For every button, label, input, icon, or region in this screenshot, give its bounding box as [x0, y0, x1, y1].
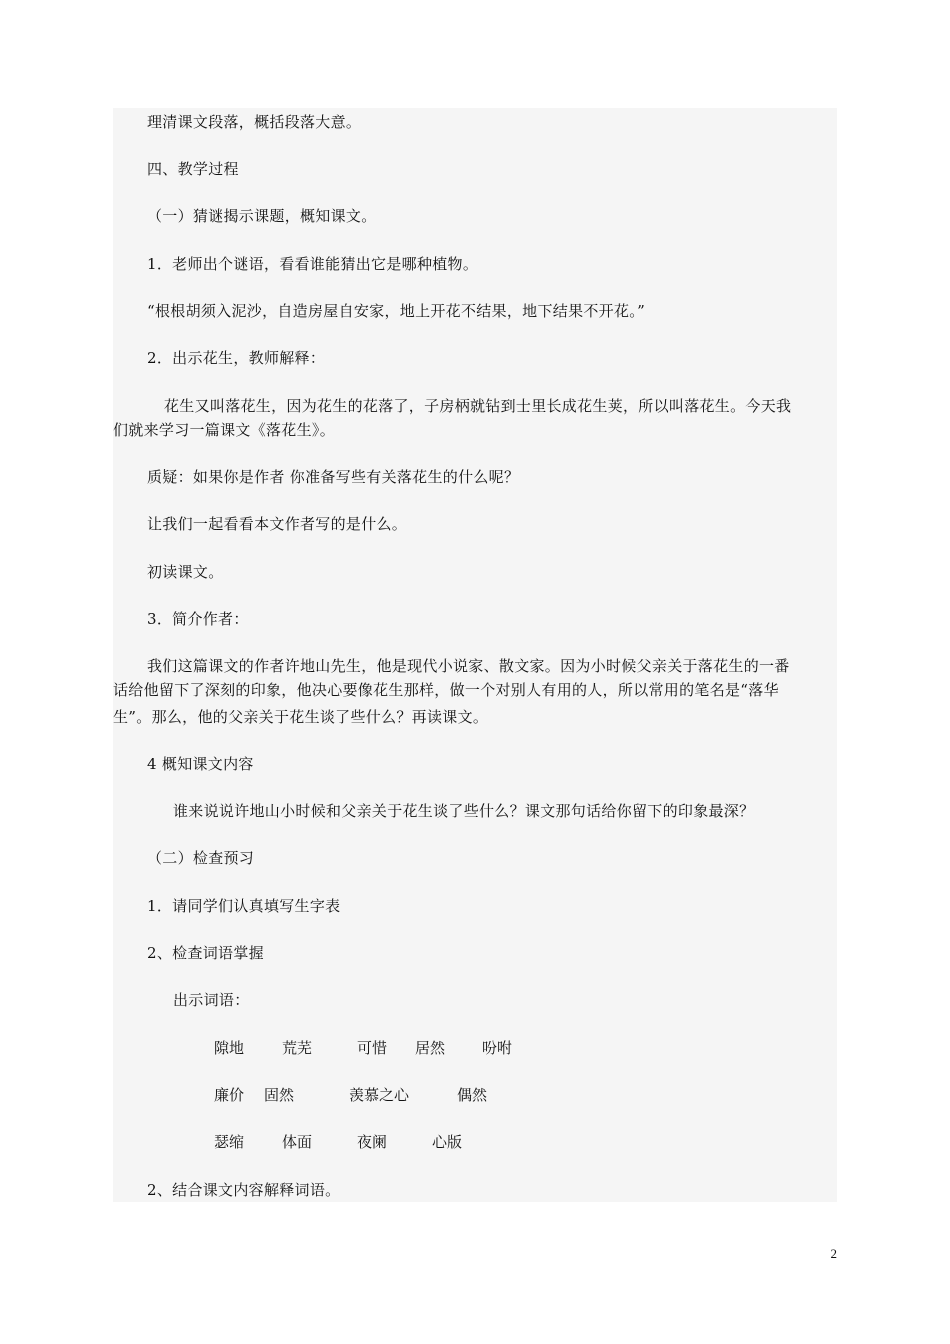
show-words-label: 出示词语： [173, 991, 250, 1009]
vocab-word: 瑟缩 [214, 1133, 245, 1151]
vocab-word: 隙地 [214, 1039, 245, 1057]
vocab-word: 可惜 [357, 1039, 388, 1057]
step-1-riddle: 1．老师出个谜语，看看谁能猜出它是哪种植物。 [147, 255, 479, 273]
author-paragraph-line3: 生”。那么，他的父亲关于花生谈了些什么？再读课文。 [113, 708, 489, 726]
section-heading-teaching-process: 四、教学过程 [147, 160, 239, 178]
step-2-show-peanut: 2．出示花生，教师解释： [147, 349, 326, 367]
riddle-quote: “根根胡须入泥沙，自造房屋自安家，地上开花不结果，地下结果不开花。” [147, 302, 646, 320]
vocab-word: 固然 [264, 1086, 295, 1104]
vocab-word: 体面 [282, 1133, 313, 1151]
vocab-word: 吩咐 [482, 1039, 513, 1057]
step-2-explain-words: 2、结合课文内容解释词语。 [147, 1181, 341, 1199]
step-4-overview: 4 概知课文内容 [147, 755, 254, 773]
vocab-word: 廉价 [214, 1086, 245, 1104]
subsection-heading-preview-check: （二）检查预习 [147, 849, 255, 867]
step-2-vocab-check: 2、检查词语掌握 [147, 944, 264, 962]
step-1-vocab-table: 1．请同学们认真填写生字表 [147, 897, 341, 915]
vocab-word: 偶然 [457, 1086, 488, 1104]
author-paragraph-line2: 话给他留下了深刻的印象，他决心要像花生那样，做一个对别人有用的人，所以常用的笔名是“落华 [113, 681, 779, 699]
subsection-heading-riddle: （一）猜谜揭示课题，概知课文。 [147, 207, 377, 225]
question-paragraph: 质疑：如果你是作者 你准备写些有关落花生的什么呢？ [147, 468, 520, 486]
step-3-author-intro: 3．简介作者： [147, 610, 249, 628]
first-reading-paragraph: 初读课文。 [147, 563, 224, 581]
peanut-explanation-line2: 们就来学习一篇课文《落花生》。 [113, 421, 336, 439]
author-paragraph-line1: 我们这篇课文的作者许地山先生，他是现代小说家、散文家。因为小时候父亲关于落花生的一番 [147, 657, 790, 675]
page-number: 2 [830, 1246, 837, 1261]
vocab-word: 荒芜 [282, 1039, 313, 1057]
overview-question: 谁来说说许地山小时候和父亲关于花生谈了些什么？课文那句话给你留下的印象最深？ [173, 802, 755, 820]
paragraph-goal: 理清课文段落，概括段落大意。 [147, 113, 362, 131]
vocab-word: 夜阑 [357, 1133, 388, 1151]
vocab-word: 心版 [432, 1133, 463, 1151]
read-together-paragraph: 让我们一起看看本文作者写的是什么。 [147, 515, 408, 533]
peanut-explanation-line1: 花生又叫落花生，因为花生的花落了，子房柄就钻到士里长成花生荚，所以叫落花生。今天我 [164, 397, 792, 415]
vocab-word: 居然 [415, 1039, 446, 1057]
vocab-word: 羡慕之心 [349, 1086, 410, 1104]
